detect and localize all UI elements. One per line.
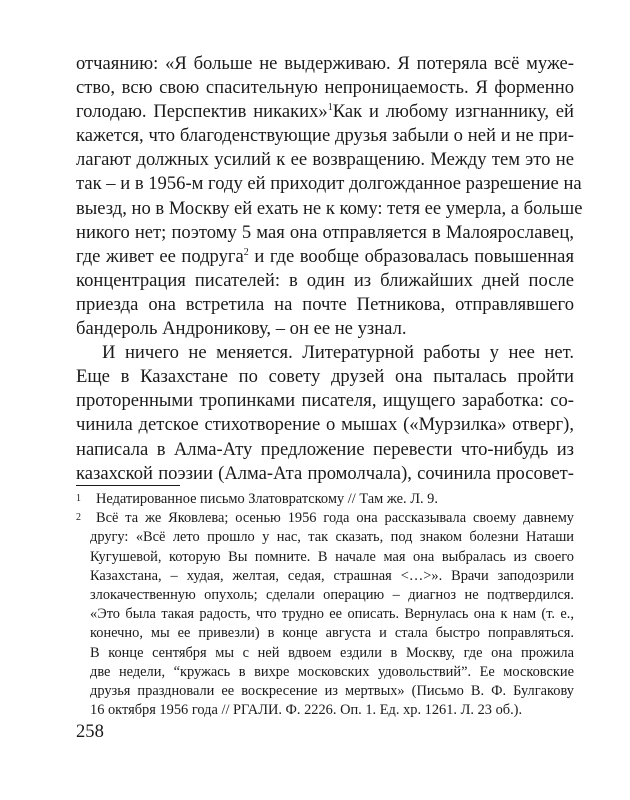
text-line: никого нет; поэтому 5 мая она отправляется в Малоярославец, [76,221,574,243]
footnote-line: Недатированное письмо Златовратскому // Там же. Л. 9. [96,491,438,507]
text-line: казахской поэзии (Алма-Ата промолчала), сочинила просовет- [76,462,574,484]
footnote-line: «Это была такая радость, что трудно ее описать. Вернулась она к нам (т. е., [90,606,574,623]
text-line: проторенными тропинками писателя, ищущего заработка: со- [76,390,574,412]
text-line: Еще в Казахстане по совету друзей она пыталась пройти [76,366,574,388]
footnote-line: друзья праздновали ее воскресение из мертвых» (Письмо В. Ф. Булгакову [90,682,574,699]
footnote-line: конечно, мы ее привезли) в конце августа и стала быстро поправляться. [90,625,574,642]
footnote-ref-2[interactable]: 2 [243,246,249,258]
footnote-divider [76,485,180,486]
footnote-number: 2 [76,512,81,524]
text-line: ство, всю свою спасительную непроницаемость. Я форменно [76,77,574,99]
footnote-line: 16 октября 1956 года // РГАЛИ. Ф. 2226. Оп. 1. Ед. хр. 1261. Л. 23 об.). [90,702,523,719]
footnote-line: две недели, “кружась в вихре московских удовольствий”. Ее московские [90,663,574,680]
text-line: чинила детское стихотворение о мышах («Мурзилка» отверг), [76,414,574,436]
text-segment: голодаю. Перспектив никаких» [76,101,328,123]
text-line: отчаянию: «Я больше не выдерживаю. Я потеряла всё муже- [76,53,574,74]
text-line: приезда она встретила на почте Петникова, отправлявшего [76,293,574,315]
page-number: 258 [76,721,104,742]
footnote-line: злокачественную опухоль; сделали операцию – диагноз не подтвердился. [90,586,574,603]
footnotes [76,490,574,720]
footnote-line: В конце сентября мы с ней вдвоем ездили в Москву, где она прожила [90,644,574,661]
text-line: концентрация писателей: в один из ближайших дней после [76,269,574,291]
text-segment: Как и любому изгнаннику, ей [332,101,574,123]
text-line: выезд, но в Москву ей ехать не к кому: тетя ее умерла, а больше [76,197,583,219]
text-line: бандероль Андроникову, – он ее не узнал. [76,318,407,340]
text-line [76,100,574,124]
footnote-line: Всё та же Яковлева; осенью 1956 года она рассказывала своему давнему [96,510,574,527]
footnote-number: 1 [76,493,81,504]
text-line [76,245,574,269]
footnote-line: Кугушевой, которую Вы помните. В начале мая она выбралась из своего [90,548,574,565]
footnote-2 [76,509,574,720]
footnote-line: Казахстана, – худая, желтая, седая, страшная <…>». Врачи заподозрили [90,567,574,584]
text-segment: где живет ее подруга [76,245,244,267]
footnote-ref-1[interactable]: 1 [327,102,333,114]
footnote-1 [76,490,574,509]
main-text [76,52,583,486]
text-line: лагают должных усилий к ее возвращению. Между тем это не [76,149,574,171]
text-segment: и где вообще образовалась повышенная [248,245,574,267]
text-line: кажется, что благоденствующие друзья забыли о ней и не при- [76,125,574,147]
footnote-line: другу: «Всё лето прошло у нас, так сказать, под знаком болезни Наташи [90,529,574,546]
text-line: написала в Алма-Ату предложение перевести что-нибудь из [76,438,574,460]
text-line: И ничего не меняется. Литературной работы у нее нет. [102,342,574,364]
text-line: так – и в 1956-м году ей приходит долгожданное разрешение на [76,173,582,195]
